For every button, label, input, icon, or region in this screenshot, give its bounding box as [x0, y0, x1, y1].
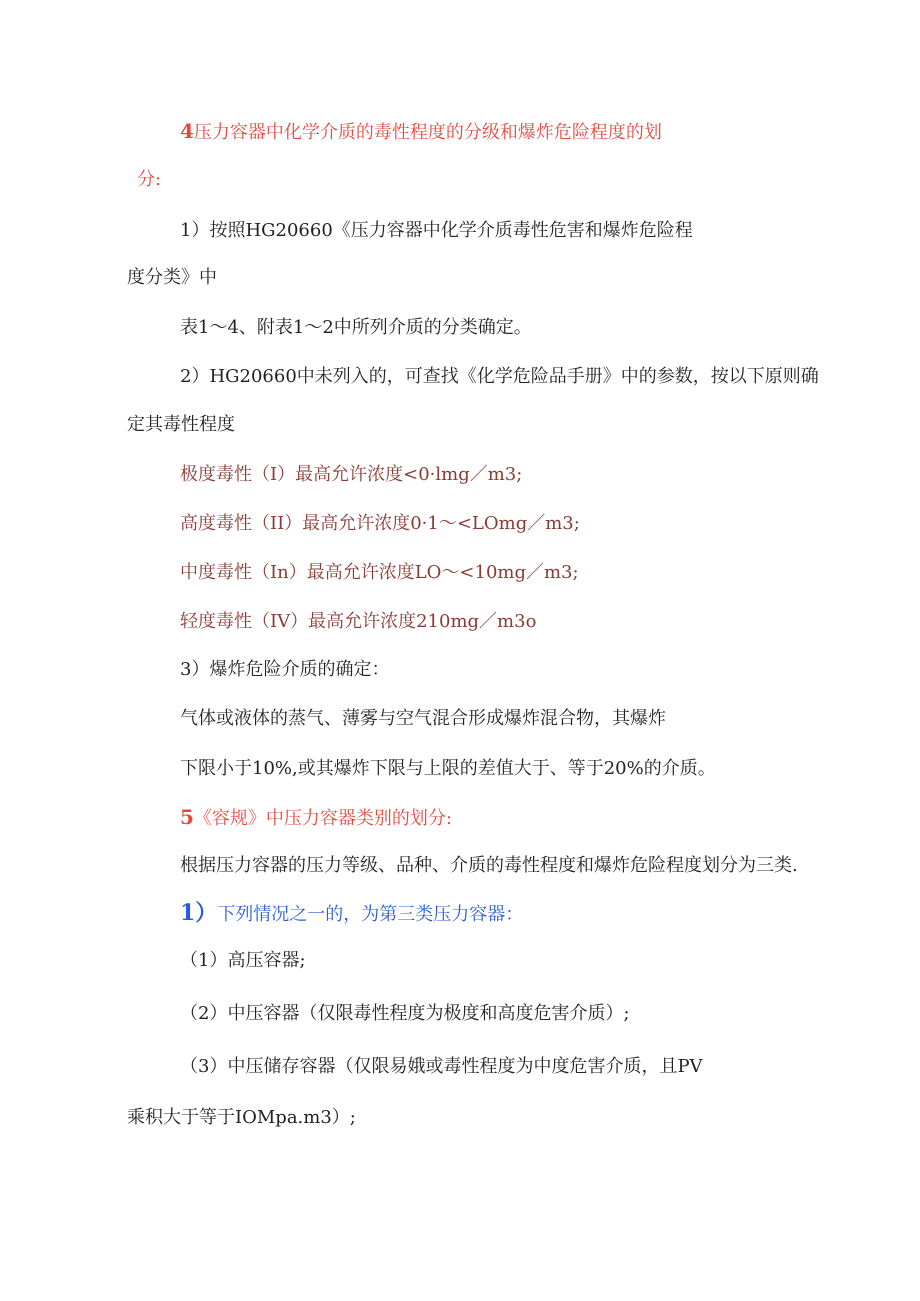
section5-title: 《容规》中压力容器类别的划分: [193, 808, 452, 829]
toxicity-medium: 中度毒性（In）最高允许浓度LO～<10mg／m3; [180, 562, 579, 583]
class3-number: 1） [180, 900, 218, 926]
toxicity-high: 高度毒性（II）最高允许浓度0·1～<LOmg／m3; [180, 513, 580, 534]
toxicity-extreme: 极度毒性（I）最高允许浓度<0·lmg／m3; [180, 464, 523, 485]
item2-line1: 2）HG20660中未列入的，可查找《化学危险品手册》中的参数，按以下原则确 [180, 366, 819, 387]
class3-heading [180, 901, 523, 927]
class3-item-2: （2）中压容器（仅限毒性程度为极度和高度危害介质）; [180, 1003, 630, 1024]
section4-title-line2: 分: [137, 169, 162, 190]
item3-line2: 气体或液体的蒸气、薄雾与空气混合形成爆炸混合物，其爆炸 [180, 708, 666, 729]
item2-line2: 定其毒性程度 [127, 414, 235, 435]
class3-item-1: （1）高压容器; [180, 950, 306, 971]
item3-line1: 3）爆炸危险介质的确定： [180, 659, 390, 680]
item1-line2: 度分类》中 [127, 267, 217, 288]
section5-heading [180, 805, 452, 831]
section5-number: 5 [180, 805, 194, 829]
section5-description: 根据压力容器的压力等级、品种、介质的毒性程度和爆炸危险程度划分为三类. [180, 855, 798, 876]
section4-title-line1: 压力容器中化学介质的毒性程度的分级和爆炸危险程度的划 [193, 122, 662, 143]
section4-number: 4 [180, 119, 194, 143]
item1-line1: 1）按照HG20660《压力容器中化学介质毒性危害和爆炸危险程 [180, 220, 693, 241]
class3-title: 下列情况之一的，为第三类压力容器： [217, 904, 524, 925]
section4-heading [180, 119, 662, 145]
item1-line3: 表1～4、附表1～2中所列介质的分类确定。 [180, 317, 532, 338]
class3-item-3: （3）中压储存容器（仅限易娥或毒性程度为中度危害介质，且PV [180, 1056, 703, 1077]
class3-item-3-continuation: 乘积大于等于IOMpa.m3）; [127, 1107, 356, 1128]
toxicity-mild: 轻度毒性（IV）最高允许浓度210mg／m3o [180, 611, 537, 632]
item3-line3: 下限小于10%,或其爆炸下限与上限的差值大于、等于20%的介质。 [180, 758, 716, 779]
